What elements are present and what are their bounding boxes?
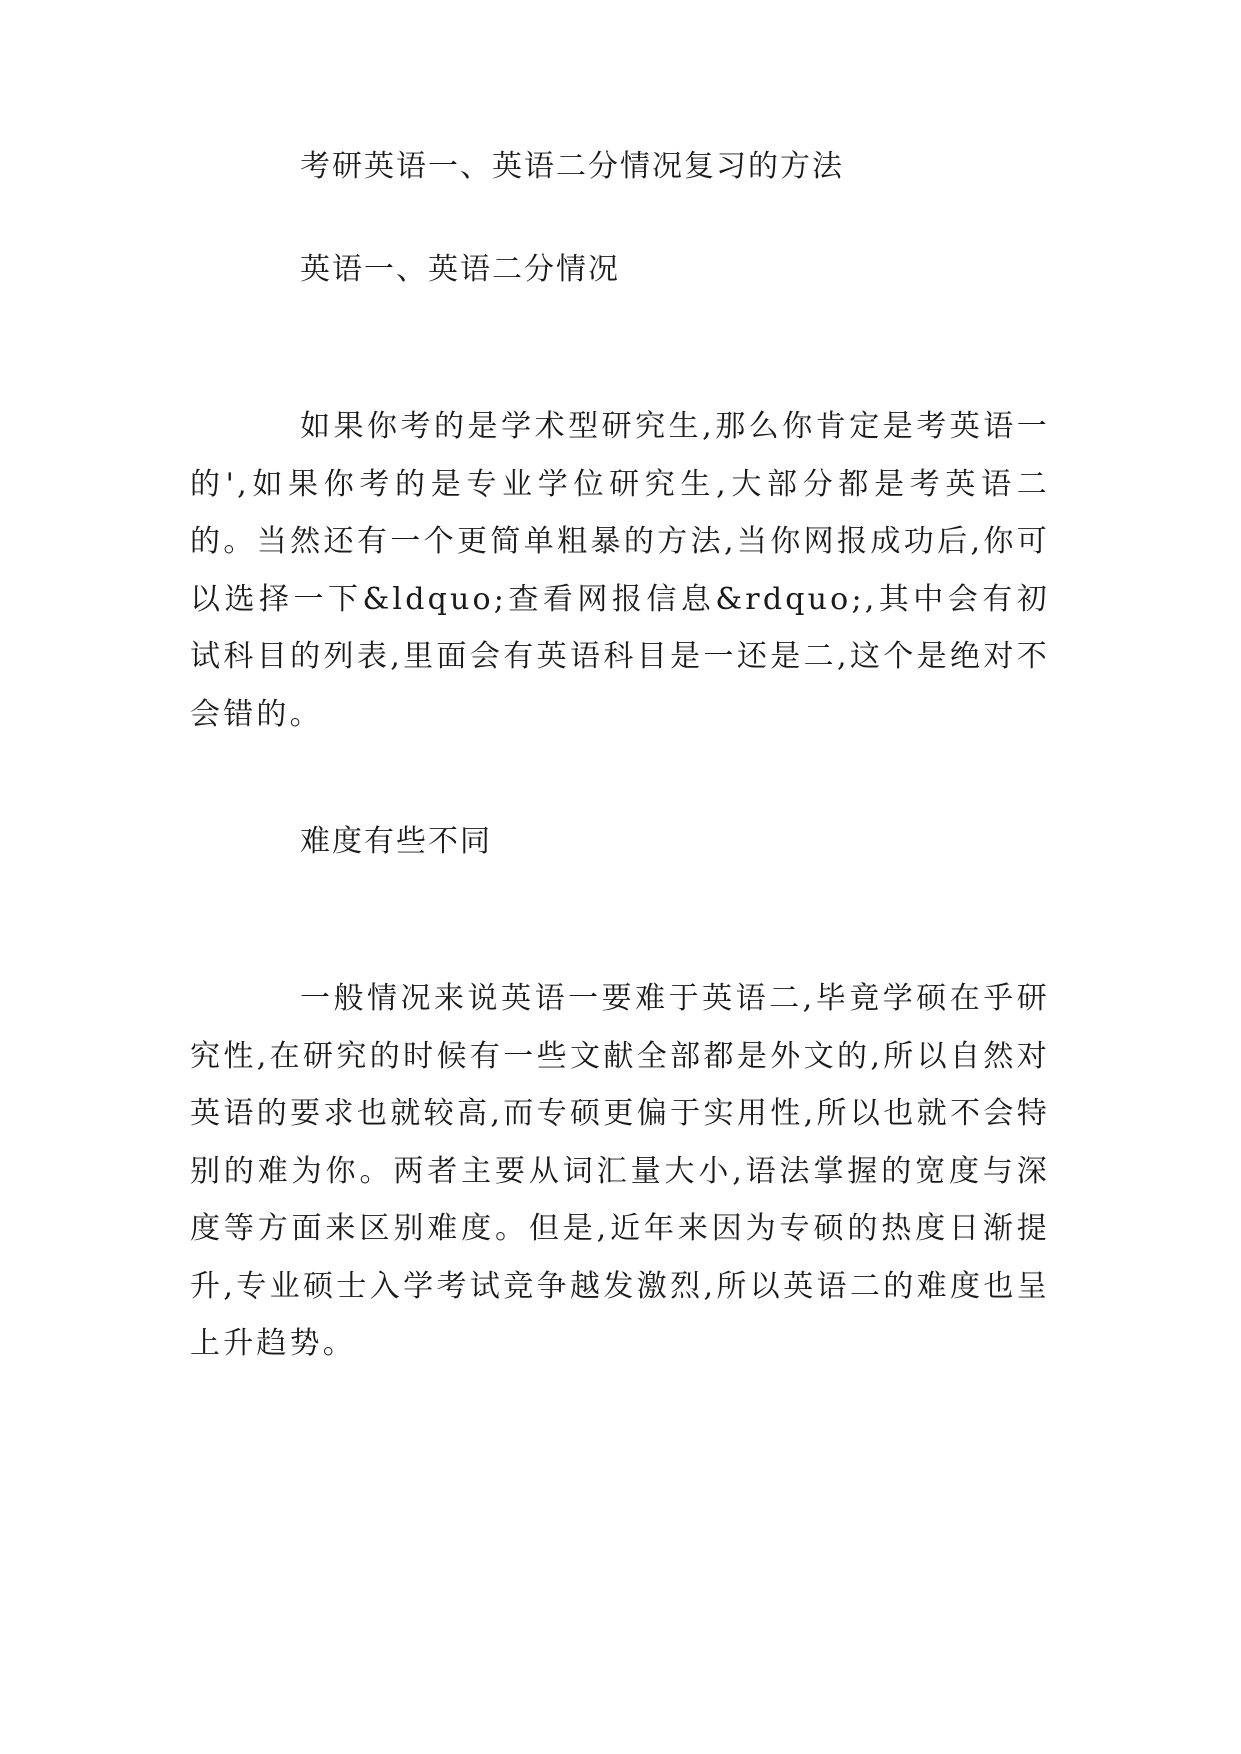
section-heading-1: 英语一、英语二分情况 bbox=[300, 252, 620, 287]
section-body-1: 如果你考的是学术型研究生,那么你肯定是考英语一的',如果你考的是专业学位研究生,大部分都是考英语二的。当然还有一个更简单粗暴的方法,当你网报成功后,你可以选择一下&ldquo;查看网报信息&rdquo;,其中会有初试科目的列表,里面会有英语科目是一还是二,这个是绝对不会错的。 bbox=[190, 409, 1050, 732]
document-title: 考研英语一、英语二分情况复习的方法 bbox=[300, 149, 844, 184]
section-heading-2: 难度有些不同 bbox=[300, 824, 492, 859]
section-body-2: 一般情况来说英语一要难于英语二,毕竟学硕在乎研究性,在研究的时候有一些文献全部都是外文的,所以自然对英语的要求也就较高,而专硕更偏于实用性,所以也就不会特别的难为你。两者主要从词汇量大小,语法掌握的宽度与深度等方面来区别难度。但是,近年来因为专硕的热度日渐提升,专业硕士入学考试竞争越发激烈,所以英语二的难度也呈上升趋势。 bbox=[190, 981, 1050, 1361]
